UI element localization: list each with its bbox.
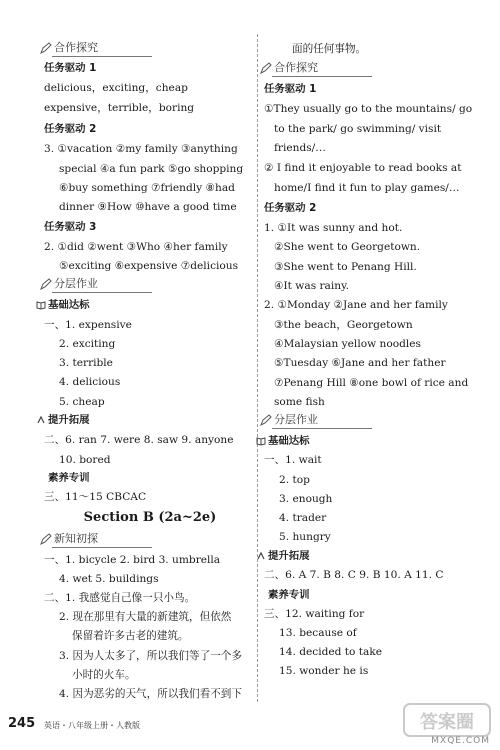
book-icon bbox=[256, 436, 266, 446]
answer-line: 10. bored bbox=[59, 454, 111, 466]
answer-line: 3. terrible bbox=[59, 357, 113, 369]
answer-line: ②She went to Georgetown. bbox=[274, 241, 421, 253]
answer-line: 三、11～15 CBCAC bbox=[44, 491, 147, 503]
answer-line: 14. decided to take bbox=[279, 646, 383, 658]
answer-line: ⑦Penang Hill ⑧one bowl of rice and bbox=[274, 377, 469, 389]
pencil-icon bbox=[40, 42, 52, 54]
answer-line: ④It was rainy. bbox=[274, 280, 350, 292]
arrow-up-icon bbox=[36, 415, 46, 425]
task-title: 任务驱动 2 bbox=[264, 202, 317, 214]
section-fenceng-zuoye: 分层作业 bbox=[40, 276, 98, 292]
answer-line: 3. ①vacation ②my family ③anything bbox=[44, 143, 238, 155]
subsection-jichu: 基础达标 bbox=[256, 434, 310, 448]
answer-line: friends/… bbox=[274, 142, 326, 154]
section-xinzhi-chutan: 新知初探 bbox=[40, 531, 98, 547]
answer-line: 一、1. wait bbox=[264, 454, 322, 466]
task-title: 任务驱动 2 bbox=[44, 123, 97, 135]
answer-line: ⑤exciting ⑥expensive ⑦delicious bbox=[59, 260, 239, 272]
answer-line: 1. ①It was sunny and hot. bbox=[264, 222, 403, 234]
answer-line: 5. cheap bbox=[59, 396, 105, 408]
answer-line: delicious，exciting，cheap bbox=[44, 82, 188, 94]
subsection-suyang: 素养专训 bbox=[48, 472, 90, 484]
watermark-text: 答案圈 bbox=[420, 712, 474, 733]
section-hezuo-tanjiu: 合作探究 bbox=[40, 40, 98, 56]
answer-line: expensive，terrible，boring bbox=[44, 102, 195, 114]
answer-line: 5. hungry bbox=[279, 531, 331, 543]
answer-line: to the park/ go swimming/ visit bbox=[274, 123, 442, 135]
subsection-suyang: 素养专训 bbox=[268, 589, 310, 601]
answer-line: 二、6. A 7. B 8. C 9. B 10. A 11. C bbox=[264, 569, 444, 581]
answer-line: ⑤Tuesday ⑥Jane and her father bbox=[274, 357, 446, 369]
answer-line: 2. ①Monday ②Jane and her family bbox=[264, 299, 448, 311]
task-title: 任务驱动 1 bbox=[44, 62, 97, 74]
arrow-up-icon bbox=[256, 551, 266, 561]
answer-line: 一、1. expensive bbox=[44, 319, 132, 331]
answer-line: 3. enough bbox=[279, 493, 333, 505]
watermark-site: MXQE.COM bbox=[431, 736, 490, 746]
answer-line: 三、12. waiting for bbox=[264, 608, 365, 620]
pencil-icon bbox=[40, 533, 52, 545]
answer-line: ② I find it enjoyable to read books at bbox=[264, 162, 462, 174]
answer-line: 4. 因为恶劣的天气，所以我们看不到下 bbox=[59, 688, 242, 700]
answer-line: ⑥buy something ⑦friendly ⑧had bbox=[59, 182, 235, 194]
page-number: 245 bbox=[8, 716, 36, 731]
answer-line: 一、1. bicycle 2. bird 3. umbrella bbox=[44, 554, 221, 566]
section-hezuo-tanjiu: 合作探究 bbox=[260, 60, 318, 76]
answer-line: 二、6. ran 7. were 8. saw 9. anyone bbox=[44, 434, 234, 446]
answer-line: ③She went to Penang Hill. bbox=[274, 261, 417, 273]
answer-line: ①They usually go to the mountains/ go bbox=[264, 103, 473, 115]
answer-line: home/I find it fun to play games/… bbox=[274, 182, 460, 194]
answer-line: 2. 现在那里有大量的新建筑，但依然 bbox=[59, 611, 232, 623]
answer-line: 4. delicious bbox=[59, 376, 121, 388]
answer-line: 2. ①did ②went ③Who ④her family bbox=[44, 241, 228, 253]
answer-line: 2. top bbox=[279, 474, 310, 486]
answer-line: 小时的火车。 bbox=[72, 669, 136, 681]
answer-line: 4. trader bbox=[279, 512, 327, 524]
answer-line: ④Malaysian yellow noodles bbox=[274, 338, 421, 350]
answer-line: 15. wonder he is bbox=[279, 665, 369, 677]
section-b-title: Section B (2a~2e) bbox=[83, 510, 217, 525]
answer-line: 13. because of bbox=[279, 627, 357, 639]
subsection-jichu: 基础达标 bbox=[36, 298, 90, 312]
answer-line: 二、1. 我感觉自己像一只小鸟。 bbox=[44, 592, 196, 604]
subsection-tisheng: 提升拓展 bbox=[256, 549, 310, 563]
pencil-icon bbox=[260, 62, 272, 74]
answer-line: special ④a fun park ⑤go shopping bbox=[59, 163, 244, 175]
answer-line: 保留着许多古老的建筑。 bbox=[72, 630, 189, 642]
subsection-tisheng: 提升拓展 bbox=[36, 413, 90, 427]
book-info: 英语・八年级上册・人教版 bbox=[44, 721, 140, 730]
answer-line: ③the beach，Georgetown bbox=[274, 319, 413, 331]
answer-line: 4. wet 5. buildings bbox=[59, 573, 159, 585]
answer-line: 2. exciting bbox=[59, 338, 116, 350]
task-title: 任务驱动 1 bbox=[264, 83, 317, 95]
answer-line: some fish bbox=[274, 396, 325, 408]
answer-line: dinner ⑨How ⑩have a good time bbox=[59, 201, 237, 213]
pencil-icon bbox=[40, 278, 52, 290]
book-icon bbox=[36, 300, 46, 310]
section-fenceng-zuoye: 分层作业 bbox=[260, 412, 318, 428]
task-title: 任务驱动 3 bbox=[44, 221, 97, 233]
answer-line: 3. 因为人太多了，所以我们等了一个多 bbox=[59, 650, 242, 662]
pencil-icon bbox=[260, 414, 272, 426]
answer-line: 面的任何事物。 bbox=[292, 43, 367, 55]
